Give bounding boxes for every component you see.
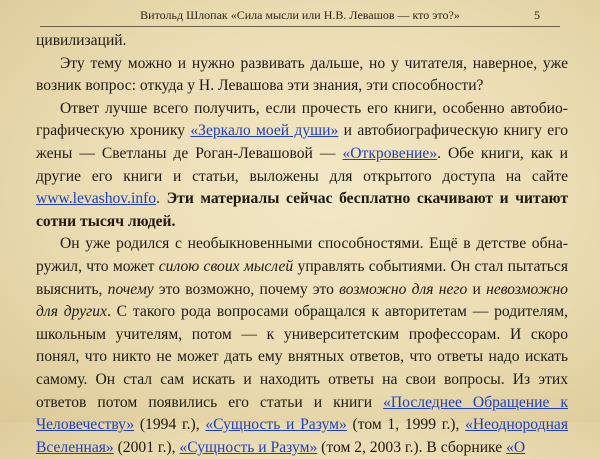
body-text: . [156,190,167,208]
body-text: Он уже родился с необыкновенными способностями. Ещё в детстве обнаружил, что может [36,235,568,275]
body-text: . Обе книги, как и другие его книги и статьи, выложены для открытого доступа на сайте [36,144,568,185]
document-body [36,30,568,459]
body-text: и [467,280,487,298]
body-text: Эту тему можно и нужно развивать дальше, но у читателя, наверное, уже возник вопрос: откуда у Н. Левашова эти знания, эти способности? [36,54,568,95]
hyperlink[interactable]: «Неоднородная Вселенная» [36,416,569,456]
italic-text: невозможно для других [36,280,568,321]
hyperlink[interactable]: www.levashov.info [36,190,157,208]
paragraph [36,98,568,234]
italic-text: почему [107,280,154,298]
body-text: (1994 г.), [134,416,206,434]
italic-text: возможно для него [339,280,468,298]
header-title: Витольд Шлопак «Сила мысли или Н.В. Левашов — кто это?» [140,8,460,22]
page-number: 5 [534,8,540,22]
paragraph [36,53,568,98]
bold-text: Эти материалы сейчас бесплатно скачивают и читают сотни тысяч людей. [36,190,569,230]
body-text: (2001 г.), [113,438,180,456]
body-text: и автобиографическую книгу его жены — Светланы де Роган-Левашовой — [36,122,569,162]
hyperlink[interactable]: «Откровение» [342,144,438,162]
body-text: (том 2, 2003 г.). В сборнике [317,438,507,456]
body-text: это возможно, почему это [153,280,340,298]
hyperlink[interactable]: «О [506,438,526,456]
body-text: . С такого рода вопросами обращался к авторитетам — родителям, школьным учителям, потом — к университетским профессорам. И скоро понял, что никто не может дать ему внятных ответов, что ответы надо искать самому. Он стал сам искать и находить ответы на свои вопросы. Из этих ответов потом появились его статьи и книги [36,303,568,411]
body-text: (том 1, 1999 г.), [346,416,466,434]
hyperlink[interactable]: «Сущность и Разум» [205,416,347,434]
hyperlink[interactable]: «Сущность и Разум» [179,438,318,456]
body-text: управлять событиями. Он стал пытаться выяснить, [36,257,568,298]
paragraph [36,30,568,53]
body-text: цивилизаций. [36,32,127,49]
italic-text: силою своих мыслей [158,257,294,275]
running-header [40,4,560,27]
hyperlink[interactable]: «Зеркало моей души» [190,122,339,140]
paragraph [36,233,568,459]
hyperlink[interactable]: «Последнее Обращение к Человечеству» [36,393,568,434]
body-text: Ответ лучше всего получить, если прочесть его книги, особенно автобиографическую хронику [36,99,568,140]
